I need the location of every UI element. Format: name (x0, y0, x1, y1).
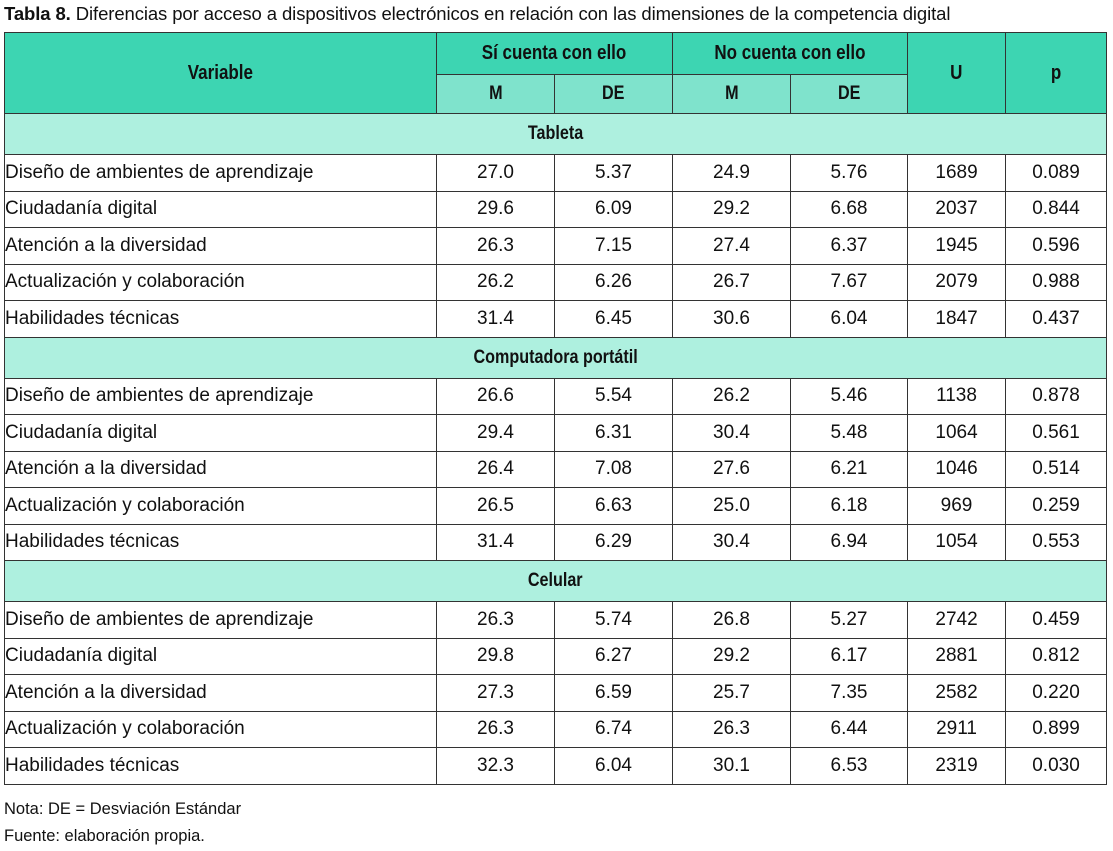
section-row (5, 561, 1107, 602)
cell-no-m: 30.4 (673, 415, 791, 452)
cell-p: 0.988 (1006, 264, 1107, 301)
cell-variable: Atención a la diversidad (5, 675, 437, 712)
cell-p: 0.089 (1006, 155, 1107, 192)
cell-u: 1847 (908, 301, 1006, 338)
header-no-de: DE (791, 75, 908, 114)
cell-yes-m: 31.4 (437, 524, 555, 561)
cell-no-m: 30.1 (673, 748, 791, 785)
cell-p: 0.553 (1006, 524, 1107, 561)
cell-yes-m: 31.4 (437, 301, 555, 338)
cell-no-de: 7.35 (791, 675, 908, 712)
cell-yes-de: 6.59 (555, 675, 673, 712)
cell-u: 1054 (908, 524, 1006, 561)
cell-p: 0.844 (1006, 191, 1107, 228)
cell-u: 1689 (908, 155, 1006, 192)
table-row (5, 155, 1107, 192)
table-body (5, 114, 1107, 785)
cell-no-m: 27.6 (673, 451, 791, 488)
cell-no-m: 30.4 (673, 524, 791, 561)
cell-u: 2079 (908, 264, 1006, 301)
cell-u: 2911 (908, 711, 1006, 748)
cell-no-m: 30.6 (673, 301, 791, 338)
cell-no-m: 26.8 (673, 602, 791, 639)
cell-yes-de: 7.15 (555, 228, 673, 265)
table-row (5, 301, 1107, 338)
cell-yes-de: 5.37 (555, 155, 673, 192)
cell-yes-m: 29.6 (437, 191, 555, 228)
cell-no-de: 5.46 (791, 378, 908, 415)
cell-u: 1945 (908, 228, 1006, 265)
cell-variable: Diseño de ambientes de aprendizaje (5, 155, 437, 192)
cell-u: 1064 (908, 415, 1006, 452)
cell-variable: Ciudadanía digital (5, 415, 437, 452)
cell-yes-m: 26.3 (437, 602, 555, 639)
table-row (5, 415, 1107, 452)
table-caption-text: Diferencias por acceso a dispositivos electrónicos en relación con las dimensiones de la competencia digital (70, 3, 951, 24)
header-yes-de: DE (555, 75, 673, 114)
section-row (5, 337, 1107, 378)
section-title: Computadora portátil (5, 337, 1107, 378)
table-source: Fuente: elaboración propia. (4, 827, 205, 845)
section-title: Celular (5, 561, 1107, 602)
header-yes-m: M (437, 75, 555, 114)
section-title: Tableta (5, 114, 1107, 155)
cell-yes-m: 26.5 (437, 488, 555, 525)
cell-p: 0.561 (1006, 415, 1107, 452)
cell-p: 0.030 (1006, 748, 1107, 785)
cell-u: 2037 (908, 191, 1006, 228)
cell-p: 0.899 (1006, 711, 1107, 748)
cell-variable: Atención a la diversidad (5, 451, 437, 488)
cell-no-de: 6.94 (791, 524, 908, 561)
cell-variable: Habilidades técnicas (5, 301, 437, 338)
cell-yes-m: 29.8 (437, 638, 555, 675)
cell-yes-de: 5.74 (555, 602, 673, 639)
cell-yes-m: 27.0 (437, 155, 555, 192)
header-p: p (1006, 33, 1107, 114)
cell-yes-de: 6.74 (555, 711, 673, 748)
header-u: U (908, 33, 1006, 114)
cell-variable: Actualización y colaboración (5, 488, 437, 525)
cell-no-de: 6.18 (791, 488, 908, 525)
cell-u: 969 (908, 488, 1006, 525)
table-row (5, 524, 1107, 561)
header-group-yes: Sí cuenta con ello (437, 33, 673, 75)
table-row (5, 602, 1107, 639)
cell-variable: Habilidades técnicas (5, 748, 437, 785)
cell-yes-de: 7.08 (555, 451, 673, 488)
header-group-no: No cuenta con ello (673, 33, 908, 75)
cell-no-de: 6.17 (791, 638, 908, 675)
cell-p: 0.437 (1006, 301, 1107, 338)
cell-no-m: 26.7 (673, 264, 791, 301)
cell-no-de: 7.67 (791, 264, 908, 301)
cell-u: 1138 (908, 378, 1006, 415)
cell-u: 2881 (908, 638, 1006, 675)
cell-no-m: 29.2 (673, 638, 791, 675)
cell-yes-de: 6.63 (555, 488, 673, 525)
table-row (5, 638, 1107, 675)
cell-yes-m: 26.2 (437, 264, 555, 301)
cell-yes-de: 6.26 (555, 264, 673, 301)
cell-p: 0.812 (1006, 638, 1107, 675)
cell-variable: Actualización y colaboración (5, 264, 437, 301)
cell-variable: Diseño de ambientes de aprendizaje (5, 378, 437, 415)
cell-no-m: 25.7 (673, 675, 791, 712)
header-no-m: M (673, 75, 791, 114)
section-row (5, 114, 1107, 155)
cell-yes-de: 6.09 (555, 191, 673, 228)
cell-p: 0.459 (1006, 602, 1107, 639)
cell-no-m: 26.3 (673, 711, 791, 748)
cell-no-m: 24.9 (673, 155, 791, 192)
cell-p: 0.259 (1006, 488, 1107, 525)
cell-no-de: 6.21 (791, 451, 908, 488)
cell-no-de: 6.04 (791, 301, 908, 338)
cell-yes-de: 6.31 (555, 415, 673, 452)
cell-no-de: 5.48 (791, 415, 908, 452)
table-caption-label: Tabla 8. (4, 3, 71, 24)
cell-p: 0.514 (1006, 451, 1107, 488)
cell-u: 1046 (908, 451, 1006, 488)
cell-yes-de: 6.29 (555, 524, 673, 561)
cell-variable: Actualización y colaboración (5, 711, 437, 748)
cell-yes-m: 26.3 (437, 228, 555, 265)
cell-no-de: 6.37 (791, 228, 908, 265)
cell-variable: Atención a la diversidad (5, 228, 437, 265)
table-row (5, 675, 1107, 712)
cell-u: 2319 (908, 748, 1006, 785)
cell-variable: Ciudadanía digital (5, 638, 437, 675)
cell-yes-de: 5.54 (555, 378, 673, 415)
cell-yes-m: 29.4 (437, 415, 555, 452)
table-row (5, 378, 1107, 415)
cell-u: 2582 (908, 675, 1006, 712)
table-row (5, 748, 1107, 785)
table-row (5, 228, 1107, 265)
cell-p: 0.878 (1006, 378, 1107, 415)
cell-variable: Ciudadanía digital (5, 191, 437, 228)
results-table (4, 32, 1107, 785)
cell-p: 0.596 (1006, 228, 1107, 265)
cell-yes-m: 26.3 (437, 711, 555, 748)
cell-no-de: 6.44 (791, 711, 908, 748)
cell-no-de: 5.76 (791, 155, 908, 192)
table-note: Nota: DE = Desviación Estándar (4, 800, 242, 818)
table-row (5, 488, 1107, 525)
cell-variable: Habilidades técnicas (5, 524, 437, 561)
cell-yes-de: 6.45 (555, 301, 673, 338)
table-row (5, 191, 1107, 228)
cell-yes-de: 6.04 (555, 748, 673, 785)
cell-u: 2742 (908, 602, 1006, 639)
cell-no-m: 27.4 (673, 228, 791, 265)
cell-no-de: 6.68 (791, 191, 908, 228)
cell-variable: Diseño de ambientes de aprendizaje (5, 602, 437, 639)
header-variable: Variable (5, 33, 437, 114)
cell-p: 0.220 (1006, 675, 1107, 712)
table-row (5, 264, 1107, 301)
cell-no-m: 29.2 (673, 191, 791, 228)
cell-yes-m: 32.3 (437, 748, 555, 785)
cell-no-m: 25.0 (673, 488, 791, 525)
cell-no-m: 26.2 (673, 378, 791, 415)
cell-yes-m: 26.6 (437, 378, 555, 415)
cell-no-de: 6.53 (791, 748, 908, 785)
table-row (5, 451, 1107, 488)
cell-yes-m: 26.4 (437, 451, 555, 488)
table-caption (4, 3, 950, 25)
cell-yes-de: 6.27 (555, 638, 673, 675)
cell-yes-m: 27.3 (437, 675, 555, 712)
cell-no-de: 5.27 (791, 602, 908, 639)
table-row (5, 711, 1107, 748)
